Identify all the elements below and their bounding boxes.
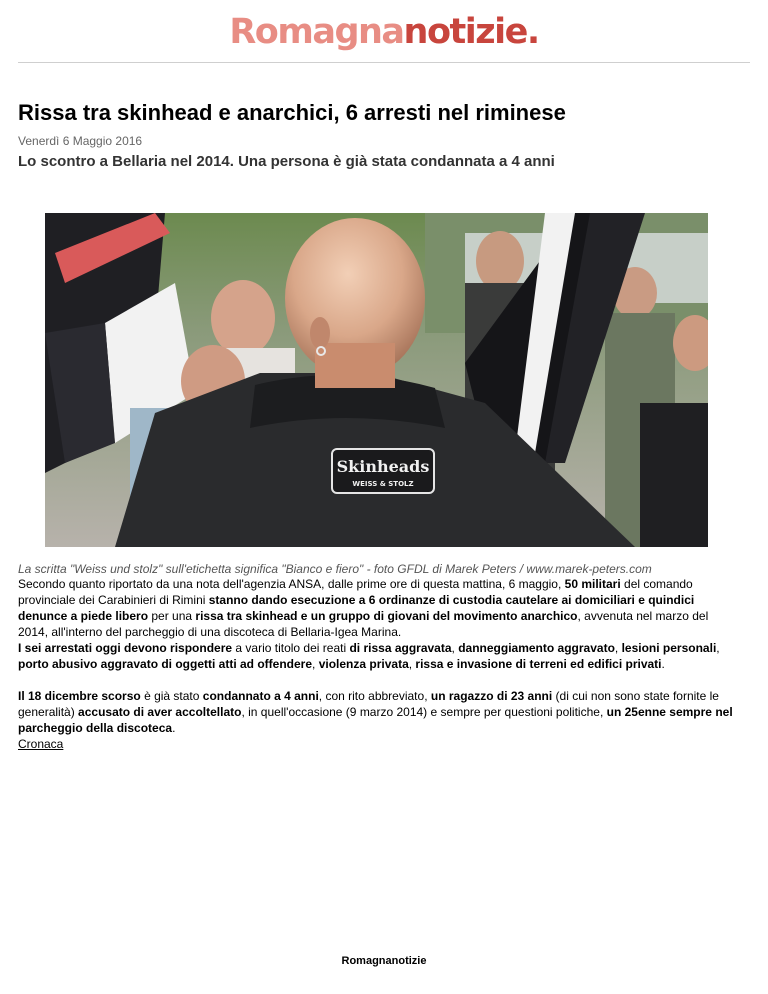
paragraph-gap: [18, 672, 738, 688]
photo-caption: La scritta "Weiss und stolz" sull'etichetta significa "Bianco e fiero" - foto GFDL di Marek Peters / www.marek-peters.com: [18, 562, 652, 576]
article-body: [18, 576, 738, 752]
article-title: Rissa tra skinhead e anarchici, 6 arresti nel riminese: [18, 100, 566, 125]
article-paragraph: Il 18 dicembre scorso è già stato condannato a 4 anni, con rito abbreviato, un ragazzo di 23 anni (di cui non sono state fornite le generalità) accusato di aver accoltellato, in quell'occasione (9 marzo 2014) e sempre per questioni politiche, un 25enne sempre nel parcheggio della discoteca.: [18, 689, 733, 735]
article-photo: [45, 213, 708, 547]
category-link[interactable]: Cronaca: [18, 737, 64, 751]
site-header: [0, 0, 768, 62]
header-divider: [18, 62, 750, 63]
article-paragraph: I sei arrestati oggi devono rispondere a vario titolo dei reati di rissa aggravata, danneggiamento aggravato, lesioni personali, porto abusivo aggravato di oggetti atti ad offendere, violenza privata, rissa e invasione di terreni ed edifici privati.: [18, 641, 720, 671]
article-paragraph: Secondo quanto riportato da una nota dell'agenzia ANSA, dalle prime ore di questa mattina, 6 maggio, 50 militari del comando provinciale dei Carabinieri di Rimini stanno dando esecuzione a 6 ordinanze di custodia cautelare ai domiciliari e quindici denunce a piede libero per una rissa tra skinhead e un gruppo di giovani del movimento anarchico, avvenuta nel marzo del 2014, all'interno del parcheggio di una discoteca di Bellaria-Igea Marina.: [18, 577, 709, 639]
footer-brand: Romagnanotizie: [341, 955, 427, 967]
photo-patch-text: Skinheads: [336, 457, 430, 476]
article-subtitle: Lo scontro a Bellaria nel 2014. Una persona è già stata condannata a 4 anni: [18, 153, 555, 170]
site-logo[interactable]: Romagnanotizie.: [229, 12, 539, 52]
article-date: Venerdì 6 Maggio 2016: [18, 134, 143, 148]
photo-patch-subtext: WEISS & STOLZ: [352, 480, 414, 488]
